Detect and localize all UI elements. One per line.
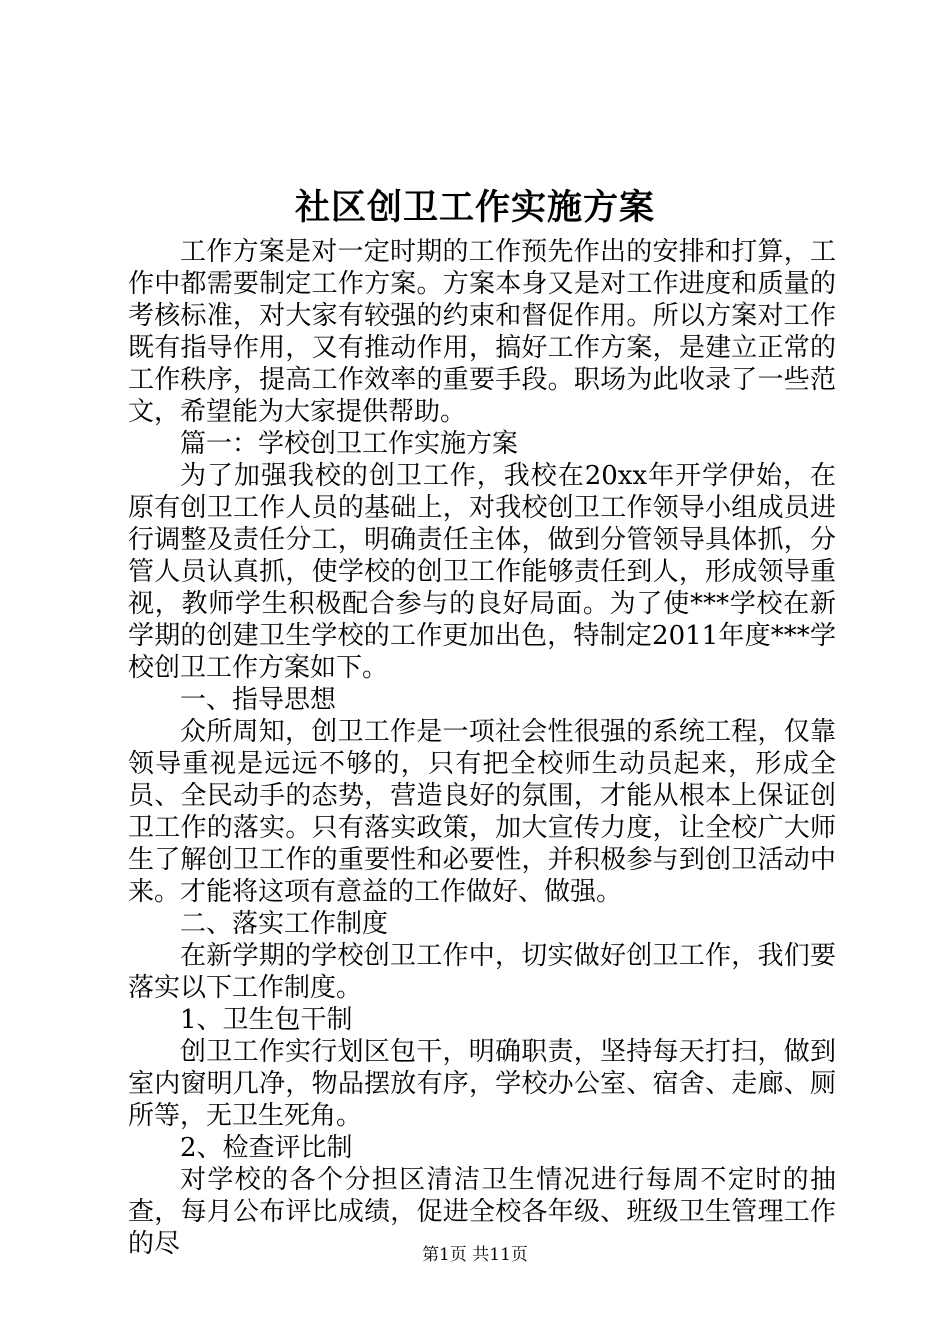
document-body [128, 236, 836, 1260]
subsection-heading: 2、检查评比制 [180, 1133, 353, 1163]
body-paragraph: 众所周知，创卫工作是一项社会性很强的系统工程，仅靠领导重视是远远不够的，只有把全校师生动员起来，形成全员、全民动手的态势，营造良好的氛围，才能从根本上保证创卫工作的落实。只有落实政策，加大宣传力度，让全校广大师生了解创卫工作的重要性和必要性，并积极参与到创卫活动中来。才能将这项有意益的工作做好、做强。 [128, 717, 836, 907]
body-paragraph: 在新学期的学校创卫工作中，切实做好创卫工作，我们要落实以下工作制度。 [128, 941, 836, 1003]
subsection-heading: 1、卫生包干制 [180, 1005, 353, 1035]
body-paragraph: 创卫工作实行划区包干，明确职责，坚持每天打扫，做到室内窗明几净，物品摆放有序，学校办公室、宿舍、走廊、厕所等，无卫生死角。 [128, 1037, 836, 1131]
body-paragraph: 为了加强我校的创卫工作，我校在20xx年开学伊始，在原有创卫工作人员的基础上，对我校创卫工作领导小组成员进行调整及责任分工，明确责任主体，做到分管领导具体抓，分管人员认真抓，使学校的创卫工作能够责任到人，形成领导重视，教师学生积极配合参与的良好局面。为了使***学校在新学期的创建卫生学校的工作更加出色，特制定2011年度***学校创卫工作方案如下。 [128, 461, 836, 683]
section-heading: 一、指导思想 [180, 685, 337, 715]
section-heading: 篇一：学校创卫工作实施方案 [180, 429, 519, 459]
document-title: 社区创卫工作实施方案 [294, 187, 655, 228]
body-paragraph: 对学校的各个分担区清洁卫生情况进行每周不定时的抽查，每月公布评比成绩，促进全校各年级、班级卫生管理工作的尽 [128, 1165, 836, 1259]
section-heading: 二、落实工作制度 [180, 909, 389, 939]
page-number-footer: 第1页 共11页 [422, 1245, 528, 1265]
intro-paragraph: 工作方案是对一定时期的工作预先作出的安排和打算，工作中都需要制定工作方案。方案本身又是对工作进度和质量的考核标准，对大家有较强的约束和督促作用。所以方案对工作既有指导作用，又有推动作用，搞好工作方案，是建立正常的工作秩序，提高工作效率的重要手段。职场为此收录了一些范文，希望能为大家提供帮助。 [128, 237, 836, 427]
